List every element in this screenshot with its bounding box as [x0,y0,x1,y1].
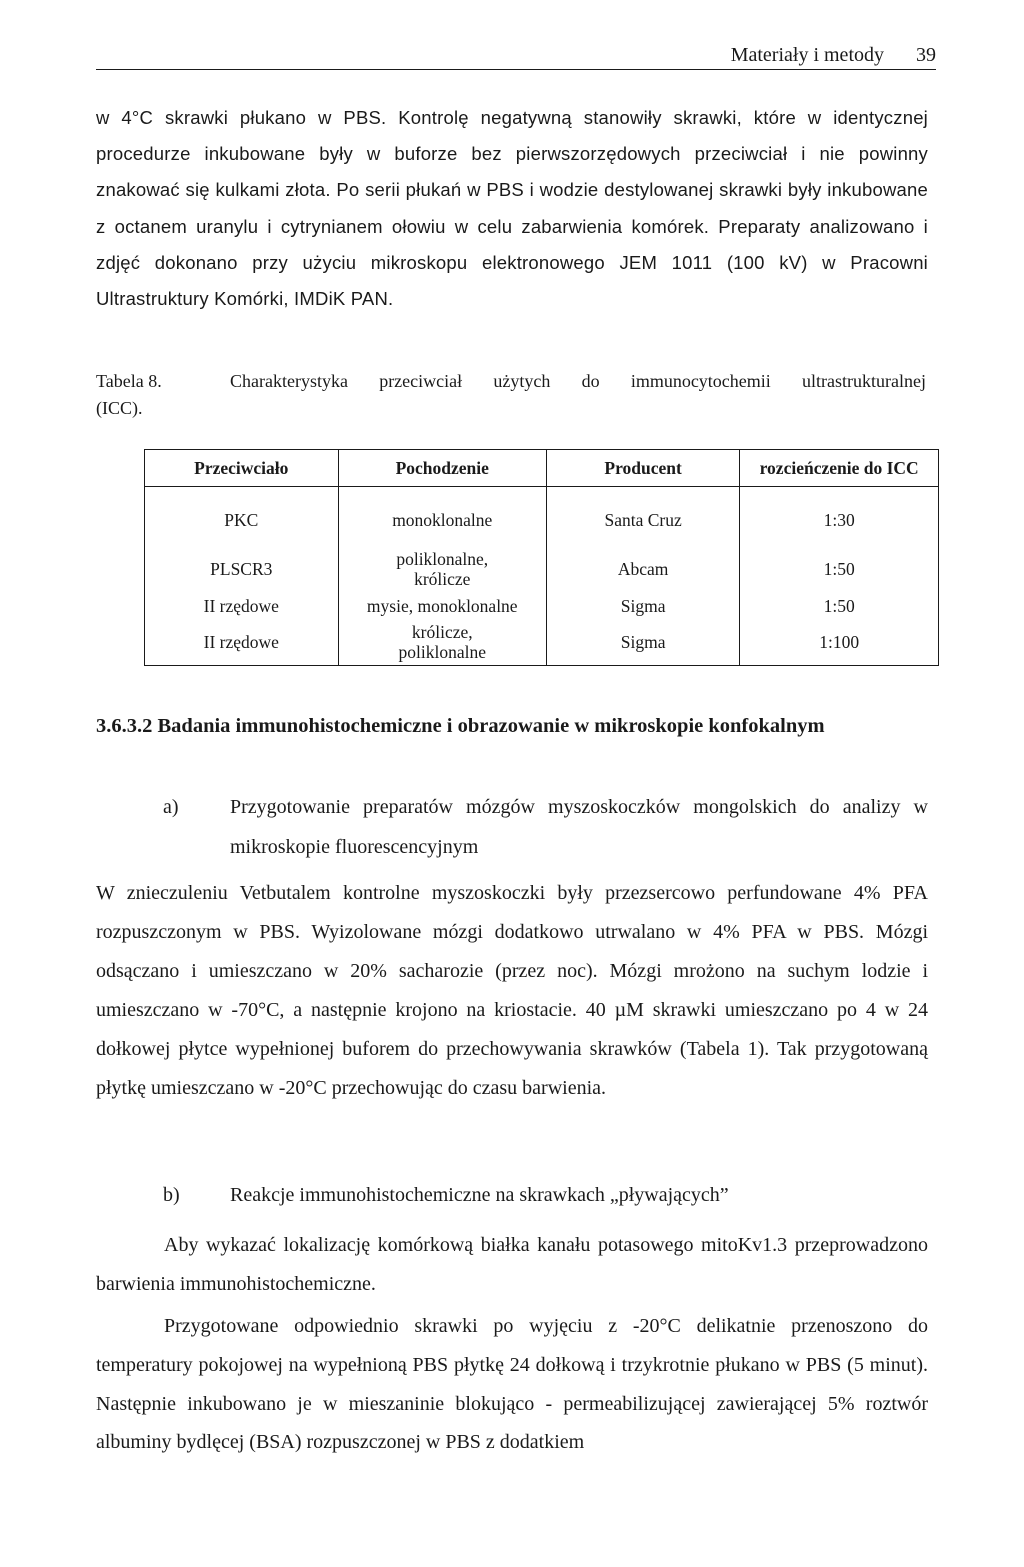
table-header-row [145,450,939,487]
list-item-text: Reakcje immunohistochemiczne na skrawkach „pływających” [230,1184,729,1206]
table-row [145,619,939,666]
table-cell: Sigma [546,593,739,619]
table-header-cell: Przeciwciało [145,450,339,487]
table-cell: II rzędowe [145,593,339,619]
table-header-cell: rozcieńczenie do ICC [740,450,939,487]
table-row [145,545,939,593]
table-cell: 1:100 [740,619,939,666]
table-cell: królicze, poliklonalne [338,619,546,666]
table-cell: Sigma [546,619,739,666]
table-caption-label: Tabela 8. [96,371,162,391]
intro-paragraph: w 4°C skrawki płukano w PBS. Kontrolę negatywną stanowiły skrawki, które w identycznej procedurze inkubowane były w buforze bez pierwszorzędowych przeciwciał i nie powinny znakować się kulkami złota. Po serii płukań w PBS i wodzie destylowanej skrawki były inkubowane z octanem uranylu i cytrynianem ołowiu w celu zabarwienia komórek. Preparaty analizowano i zdjęć dokonano przy użyciu mikroskopu elektronowego JEM 1011 (100 kV) w Pracowni Ultrastruktury Komórki, IMDiK PAN. [96,107,928,310]
table-row [145,487,939,546]
table-caption-text: Charakterystyka przeciwciał użytych do immunocytochemii ultrastrukturalnej [230,371,926,391]
table-cell: 1:50 [740,545,939,593]
table-row [145,593,939,619]
table-header-cell: Producent [546,450,739,487]
paragraph-procedure: Przygotowane odpowiednio skrawki po wyjęciu z -20°C delikatnie przenoszono do temperatury pokojowej na wypełnioną PBS płytkę 24 dołkową i trzykrotnie płukano w PBS (5 minut). Następnie inkubowano je w mieszaninie blokująco - permeabilizującej zawierającej 5% roztwór albuminy bydlęcej (BSA) rozpuszczonej w PBS z dodatkiem [96,1315,928,1454]
list-marker: a) [163,796,179,818]
header-title: Materiały i metody [730,44,884,66]
table-cell: PKC [145,487,339,546]
header-rule [96,69,936,70]
table-cell: 1:30 [740,487,939,546]
table-cell: mysie, monoklonalne [338,593,546,619]
table-cell: Santa Cruz [546,487,739,546]
table-cell: II rzędowe [145,619,339,666]
paragraph-preparation: W znieczuleniu Vetbutalem kontrolne myszoskoczki były przezsercowo perfundowane 4% PFA rozpuszczonym w PBS. Wyizolowane mózgi dodatkowo utrwalano w 4% PFA w PBS. Mózgi odsączano i umieszczano w 20% sacharozie (przez noc). Mózgi mrożono na suchym lodzie i umieszczano w -70°C, a następnie krojono na kriostacie. 40 µM skrawki umieszczano po 4 w 24 dołkowej płytce wypełnionej buforem do przechowywania skrawków (Tabela 1). Tak przygotowaną płytkę umieszczano w -20°C przechowując do czasu barwienia. [96,882,928,1099]
table-caption-tail: (ICC). [96,398,143,418]
list-marker: b) [163,1184,180,1206]
table-cell: 1:50 [740,593,939,619]
section-heading: 3.6.3.2 Badania immunohistochemiczne i obrazowanie w mikroskopie konfokalnym [96,715,825,737]
table-cell: Abcam [546,545,739,593]
table-cell: PLSCR3 [145,545,339,593]
list-item-text: Przygotowanie preparatów mózgów myszoskoczków mongolskich do analizy w mikroskopie fluorescencyjnym [230,796,928,858]
table-cell: poliklonalne, królicze [338,545,546,593]
running-header [96,44,936,72]
page-number: 39 [916,44,936,66]
table-header-cell: Pochodzenie [338,450,546,487]
paragraph-mitokv: Aby wykazać lokalizację komórkową białka kanału potasowego mitoKv1.3 przeprowadzono barwienia immunohistochemiczne. [96,1234,928,1295]
table-cell: monoklonalne [338,487,546,546]
antibody-table [144,449,939,666]
